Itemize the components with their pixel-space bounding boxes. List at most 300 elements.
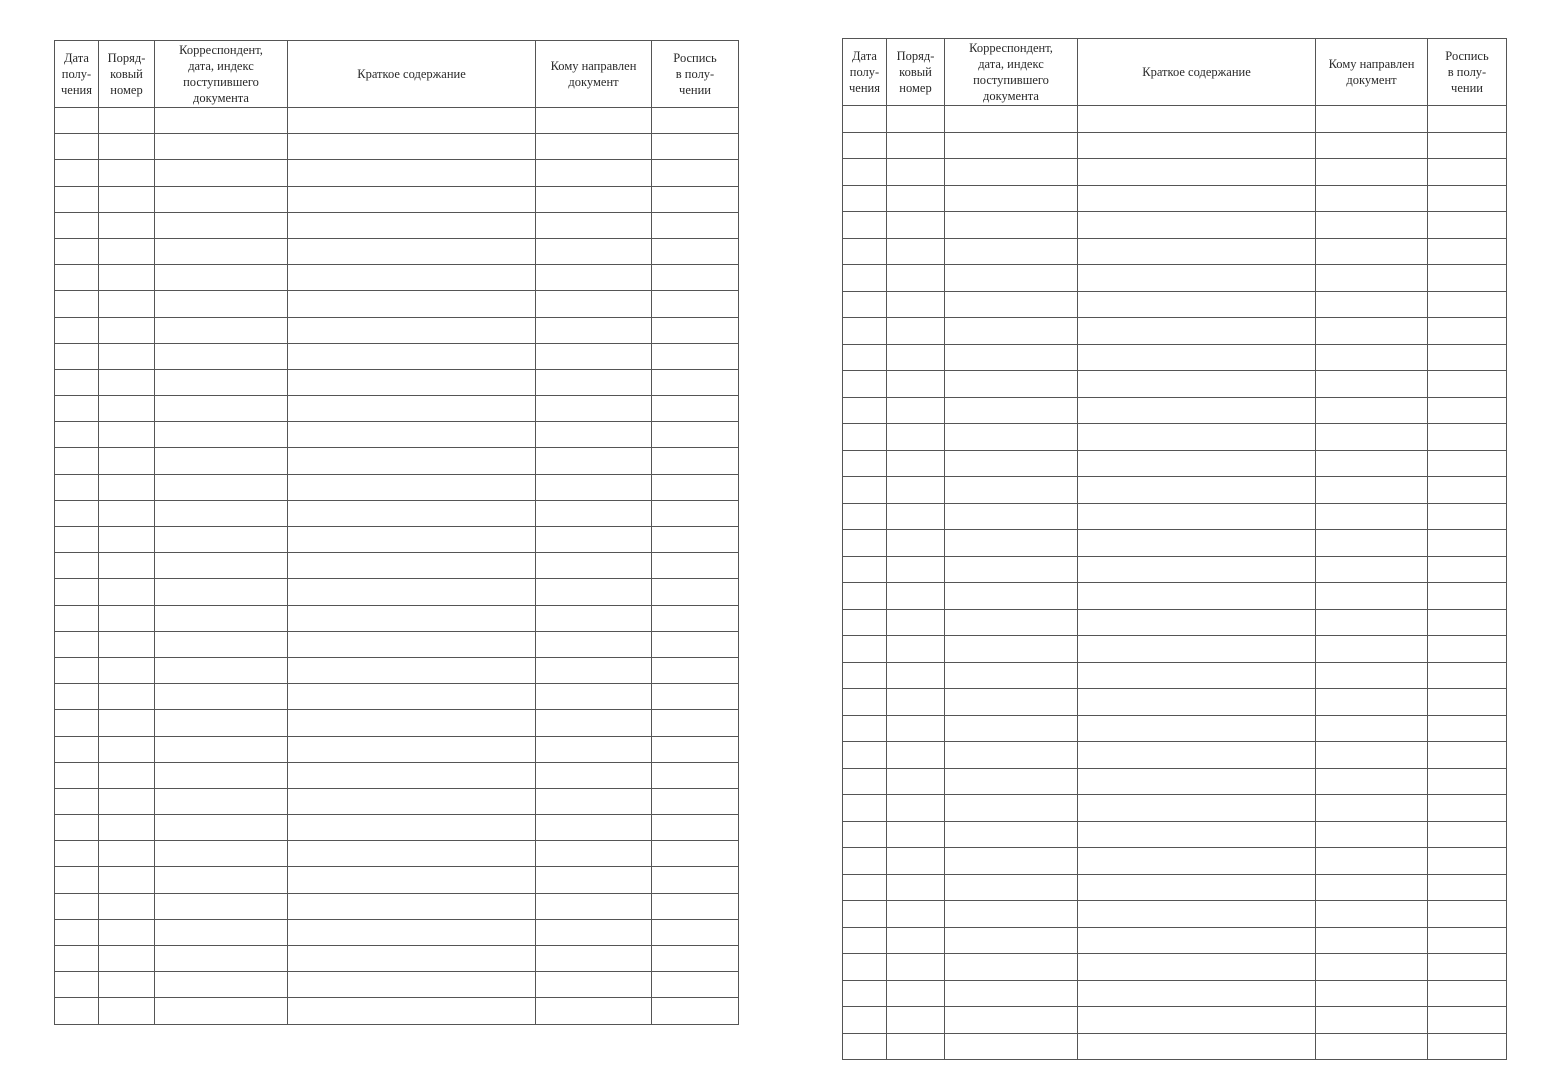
- journal-cell[interactable]: [887, 583, 945, 610]
- journal-cell[interactable]: [99, 553, 155, 579]
- journal-cell[interactable]: [55, 919, 99, 945]
- journal-cell[interactable]: [843, 742, 887, 769]
- journal-cell[interactable]: [288, 841, 536, 867]
- journal-cell[interactable]: [843, 318, 887, 345]
- journal-cell[interactable]: [55, 631, 99, 657]
- journal-cell[interactable]: [652, 736, 739, 762]
- journal-cell[interactable]: [887, 636, 945, 663]
- journal-cell[interactable]: [945, 477, 1078, 504]
- journal-cell[interactable]: [288, 893, 536, 919]
- journal-cell[interactable]: [945, 1033, 1078, 1060]
- journal-cell[interactable]: [1428, 106, 1507, 133]
- journal-cell[interactable]: [1428, 609, 1507, 636]
- journal-cell[interactable]: [99, 212, 155, 238]
- journal-cell[interactable]: [887, 1007, 945, 1034]
- journal-cell[interactable]: [1078, 503, 1316, 530]
- journal-cell[interactable]: [887, 371, 945, 398]
- journal-cell[interactable]: [288, 605, 536, 631]
- journal-cell[interactable]: [288, 317, 536, 343]
- journal-cell[interactable]: [288, 160, 536, 186]
- journal-cell[interactable]: [1078, 106, 1316, 133]
- journal-cell[interactable]: [1316, 159, 1428, 186]
- journal-cell[interactable]: [99, 369, 155, 395]
- journal-cell[interactable]: [288, 684, 536, 710]
- journal-cell[interactable]: [55, 788, 99, 814]
- journal-cell[interactable]: [652, 972, 739, 998]
- journal-cell[interactable]: [155, 369, 288, 395]
- journal-cell[interactable]: [536, 710, 652, 736]
- journal-cell[interactable]: [99, 998, 155, 1024]
- journal-cell[interactable]: [288, 343, 536, 369]
- journal-cell[interactable]: [945, 927, 1078, 954]
- journal-cell[interactable]: [887, 662, 945, 689]
- journal-cell[interactable]: [1428, 477, 1507, 504]
- journal-cell[interactable]: [652, 684, 739, 710]
- journal-cell[interactable]: [99, 893, 155, 919]
- journal-cell[interactable]: [55, 422, 99, 448]
- journal-cell[interactable]: [288, 291, 536, 317]
- journal-cell[interactable]: [1078, 901, 1316, 928]
- journal-cell[interactable]: [1078, 291, 1316, 318]
- journal-cell[interactable]: [55, 291, 99, 317]
- journal-cell[interactable]: [1316, 265, 1428, 292]
- journal-cell[interactable]: [887, 318, 945, 345]
- journal-cell[interactable]: [1078, 530, 1316, 557]
- journal-cell[interactable]: [1428, 954, 1507, 981]
- journal-cell[interactable]: [55, 893, 99, 919]
- journal-cell[interactable]: [652, 108, 739, 134]
- journal-cell[interactable]: [843, 636, 887, 663]
- journal-cell[interactable]: [536, 343, 652, 369]
- journal-cell[interactable]: [652, 762, 739, 788]
- journal-cell[interactable]: [887, 477, 945, 504]
- journal-cell[interactable]: [1316, 901, 1428, 928]
- journal-cell[interactable]: [1316, 583, 1428, 610]
- journal-cell[interactable]: [843, 450, 887, 477]
- journal-cell[interactable]: [843, 185, 887, 212]
- journal-cell[interactable]: [1078, 742, 1316, 769]
- journal-cell[interactable]: [1316, 106, 1428, 133]
- journal-cell[interactable]: [843, 212, 887, 239]
- journal-cell[interactable]: [288, 762, 536, 788]
- journal-cell[interactable]: [1316, 238, 1428, 265]
- journal-cell[interactable]: [887, 556, 945, 583]
- journal-cell[interactable]: [288, 527, 536, 553]
- journal-cell[interactable]: [55, 867, 99, 893]
- journal-cell[interactable]: [155, 527, 288, 553]
- journal-cell[interactable]: [843, 927, 887, 954]
- journal-cell[interactable]: [155, 736, 288, 762]
- journal-cell[interactable]: [887, 795, 945, 822]
- journal-cell[interactable]: [55, 212, 99, 238]
- journal-cell[interactable]: [155, 788, 288, 814]
- journal-cell[interactable]: [945, 424, 1078, 451]
- journal-cell[interactable]: [55, 684, 99, 710]
- journal-cell[interactable]: [155, 657, 288, 683]
- journal-cell[interactable]: [652, 369, 739, 395]
- journal-cell[interactable]: [843, 106, 887, 133]
- journal-cell[interactable]: [155, 291, 288, 317]
- journal-cell[interactable]: [1078, 795, 1316, 822]
- journal-cell[interactable]: [1428, 662, 1507, 689]
- journal-cell[interactable]: [652, 631, 739, 657]
- journal-cell[interactable]: [652, 579, 739, 605]
- journal-cell[interactable]: [155, 108, 288, 134]
- journal-cell[interactable]: [945, 530, 1078, 557]
- journal-cell[interactable]: [1316, 1033, 1428, 1060]
- journal-cell[interactable]: [155, 631, 288, 657]
- journal-cell[interactable]: [288, 474, 536, 500]
- journal-cell[interactable]: [1428, 371, 1507, 398]
- journal-cell[interactable]: [652, 160, 739, 186]
- journal-cell[interactable]: [536, 448, 652, 474]
- journal-cell[interactable]: [155, 265, 288, 291]
- journal-cell[interactable]: [652, 448, 739, 474]
- journal-cell[interactable]: [945, 397, 1078, 424]
- journal-cell[interactable]: [945, 106, 1078, 133]
- journal-cell[interactable]: [887, 503, 945, 530]
- journal-cell[interactable]: [536, 972, 652, 998]
- journal-cell[interactable]: [945, 185, 1078, 212]
- journal-cell[interactable]: [843, 132, 887, 159]
- journal-cell[interactable]: [536, 474, 652, 500]
- journal-cell[interactable]: [887, 768, 945, 795]
- journal-cell[interactable]: [99, 736, 155, 762]
- journal-cell[interactable]: [652, 946, 739, 972]
- journal-cell[interactable]: [843, 768, 887, 795]
- journal-cell[interactable]: [887, 185, 945, 212]
- journal-cell[interactable]: [1078, 715, 1316, 742]
- journal-cell[interactable]: [1078, 556, 1316, 583]
- journal-cell[interactable]: [288, 972, 536, 998]
- journal-cell[interactable]: [843, 874, 887, 901]
- journal-cell[interactable]: [1428, 901, 1507, 928]
- journal-cell[interactable]: [1078, 1033, 1316, 1060]
- journal-cell[interactable]: [1428, 424, 1507, 451]
- journal-cell[interactable]: [1428, 1007, 1507, 1034]
- journal-cell[interactable]: [652, 422, 739, 448]
- journal-cell[interactable]: [887, 821, 945, 848]
- journal-cell[interactable]: [652, 527, 739, 553]
- journal-cell[interactable]: [288, 396, 536, 422]
- journal-cell[interactable]: [1316, 636, 1428, 663]
- journal-cell[interactable]: [99, 579, 155, 605]
- journal-cell[interactable]: [288, 736, 536, 762]
- journal-cell[interactable]: [99, 343, 155, 369]
- journal-cell[interactable]: [99, 317, 155, 343]
- journal-cell[interactable]: [99, 946, 155, 972]
- journal-cell[interactable]: [99, 605, 155, 631]
- journal-cell[interactable]: [887, 689, 945, 716]
- journal-cell[interactable]: [652, 553, 739, 579]
- journal-cell[interactable]: [652, 919, 739, 945]
- journal-cell[interactable]: [1078, 185, 1316, 212]
- journal-cell[interactable]: [55, 317, 99, 343]
- journal-cell[interactable]: [945, 583, 1078, 610]
- journal-cell[interactable]: [155, 893, 288, 919]
- journal-cell[interactable]: [843, 1007, 887, 1034]
- journal-cell[interactable]: [945, 291, 1078, 318]
- journal-cell[interactable]: [945, 503, 1078, 530]
- journal-cell[interactable]: [1316, 954, 1428, 981]
- journal-cell[interactable]: [945, 344, 1078, 371]
- journal-cell[interactable]: [536, 736, 652, 762]
- journal-cell[interactable]: [945, 715, 1078, 742]
- journal-cell[interactable]: [945, 795, 1078, 822]
- journal-cell[interactable]: [155, 815, 288, 841]
- journal-cell[interactable]: [155, 972, 288, 998]
- journal-cell[interactable]: [1316, 821, 1428, 848]
- journal-cell[interactable]: [887, 132, 945, 159]
- journal-cell[interactable]: [1428, 768, 1507, 795]
- journal-cell[interactable]: [843, 901, 887, 928]
- journal-cell[interactable]: [155, 946, 288, 972]
- journal-cell[interactable]: [843, 821, 887, 848]
- journal-cell[interactable]: [155, 684, 288, 710]
- journal-cell[interactable]: [887, 874, 945, 901]
- journal-cell[interactable]: [843, 689, 887, 716]
- journal-cell[interactable]: [1428, 185, 1507, 212]
- journal-cell[interactable]: [55, 736, 99, 762]
- journal-cell[interactable]: [652, 815, 739, 841]
- journal-cell[interactable]: [1428, 291, 1507, 318]
- journal-cell[interactable]: [887, 265, 945, 292]
- journal-cell[interactable]: [55, 343, 99, 369]
- journal-cell[interactable]: [99, 186, 155, 212]
- journal-cell[interactable]: [1428, 848, 1507, 875]
- journal-cell[interactable]: [288, 553, 536, 579]
- journal-cell[interactable]: [536, 631, 652, 657]
- journal-cell[interactable]: [1078, 874, 1316, 901]
- journal-cell[interactable]: [843, 503, 887, 530]
- journal-cell[interactable]: [843, 1033, 887, 1060]
- journal-cell[interactable]: [1316, 477, 1428, 504]
- journal-cell[interactable]: [843, 238, 887, 265]
- journal-cell[interactable]: [55, 134, 99, 160]
- journal-cell[interactable]: [536, 186, 652, 212]
- journal-cell[interactable]: [843, 477, 887, 504]
- journal-cell[interactable]: [155, 867, 288, 893]
- journal-cell[interactable]: [99, 500, 155, 526]
- journal-cell[interactable]: [1078, 318, 1316, 345]
- journal-cell[interactable]: [1428, 397, 1507, 424]
- journal-cell[interactable]: [1078, 265, 1316, 292]
- journal-cell[interactable]: [1078, 821, 1316, 848]
- journal-cell[interactable]: [99, 396, 155, 422]
- journal-cell[interactable]: [843, 715, 887, 742]
- journal-cell[interactable]: [652, 396, 739, 422]
- journal-cell[interactable]: [55, 108, 99, 134]
- journal-cell[interactable]: [55, 605, 99, 631]
- journal-cell[interactable]: [288, 108, 536, 134]
- journal-cell[interactable]: [55, 160, 99, 186]
- journal-cell[interactable]: [1316, 212, 1428, 239]
- journal-cell[interactable]: [1316, 291, 1428, 318]
- journal-cell[interactable]: [843, 424, 887, 451]
- journal-cell[interactable]: [1316, 609, 1428, 636]
- journal-cell[interactable]: [99, 657, 155, 683]
- journal-cell[interactable]: [1316, 768, 1428, 795]
- journal-cell[interactable]: [155, 500, 288, 526]
- journal-cell[interactable]: [1428, 238, 1507, 265]
- journal-cell[interactable]: [843, 583, 887, 610]
- journal-cell[interactable]: [55, 710, 99, 736]
- journal-cell[interactable]: [1428, 212, 1507, 239]
- journal-cell[interactable]: [55, 972, 99, 998]
- journal-cell[interactable]: [155, 134, 288, 160]
- journal-cell[interactable]: [1078, 424, 1316, 451]
- journal-cell[interactable]: [887, 530, 945, 557]
- journal-cell[interactable]: [55, 579, 99, 605]
- journal-cell[interactable]: [536, 605, 652, 631]
- journal-cell[interactable]: [1316, 318, 1428, 345]
- journal-cell[interactable]: [155, 396, 288, 422]
- journal-cell[interactable]: [55, 500, 99, 526]
- journal-cell[interactable]: [536, 500, 652, 526]
- journal-cell[interactable]: [1078, 132, 1316, 159]
- journal-cell[interactable]: [945, 874, 1078, 901]
- journal-cell[interactable]: [843, 795, 887, 822]
- journal-cell[interactable]: [1316, 530, 1428, 557]
- journal-cell[interactable]: [99, 474, 155, 500]
- journal-cell[interactable]: [99, 631, 155, 657]
- journal-cell[interactable]: [536, 396, 652, 422]
- journal-cell[interactable]: [652, 841, 739, 867]
- journal-cell[interactable]: [887, 980, 945, 1007]
- journal-cell[interactable]: [1316, 556, 1428, 583]
- journal-cell[interactable]: [1316, 132, 1428, 159]
- journal-cell[interactable]: [945, 1007, 1078, 1034]
- journal-cell[interactable]: [155, 343, 288, 369]
- journal-cell[interactable]: [55, 396, 99, 422]
- journal-cell[interactable]: [945, 901, 1078, 928]
- journal-cell[interactable]: [99, 972, 155, 998]
- journal-cell[interactable]: [536, 893, 652, 919]
- journal-cell[interactable]: [155, 448, 288, 474]
- journal-cell[interactable]: [652, 212, 739, 238]
- journal-cell[interactable]: [99, 788, 155, 814]
- journal-cell[interactable]: [1078, 477, 1316, 504]
- journal-cell[interactable]: [652, 657, 739, 683]
- journal-cell[interactable]: [155, 238, 288, 264]
- journal-cell[interactable]: [1428, 556, 1507, 583]
- journal-cell[interactable]: [1316, 371, 1428, 398]
- journal-cell[interactable]: [536, 919, 652, 945]
- journal-cell[interactable]: [652, 343, 739, 369]
- journal-cell[interactable]: [536, 579, 652, 605]
- journal-cell[interactable]: [55, 657, 99, 683]
- journal-cell[interactable]: [99, 291, 155, 317]
- journal-cell[interactable]: [536, 684, 652, 710]
- journal-cell[interactable]: [1316, 795, 1428, 822]
- journal-cell[interactable]: [55, 369, 99, 395]
- journal-cell[interactable]: [843, 954, 887, 981]
- journal-cell[interactable]: [536, 762, 652, 788]
- journal-cell[interactable]: [945, 609, 1078, 636]
- journal-cell[interactable]: [55, 527, 99, 553]
- journal-cell[interactable]: [288, 919, 536, 945]
- journal-cell[interactable]: [887, 291, 945, 318]
- journal-cell[interactable]: [536, 867, 652, 893]
- journal-cell[interactable]: [652, 134, 739, 160]
- journal-cell[interactable]: [99, 422, 155, 448]
- journal-cell[interactable]: [1316, 980, 1428, 1007]
- journal-cell[interactable]: [1078, 636, 1316, 663]
- journal-cell[interactable]: [945, 159, 1078, 186]
- journal-cell[interactable]: [1428, 318, 1507, 345]
- journal-cell[interactable]: [843, 344, 887, 371]
- journal-cell[interactable]: [1078, 662, 1316, 689]
- journal-cell[interactable]: [652, 238, 739, 264]
- journal-cell[interactable]: [536, 946, 652, 972]
- journal-cell[interactable]: [1316, 397, 1428, 424]
- journal-cell[interactable]: [652, 265, 739, 291]
- journal-cell[interactable]: [945, 742, 1078, 769]
- journal-cell[interactable]: [887, 954, 945, 981]
- journal-cell[interactable]: [945, 821, 1078, 848]
- journal-cell[interactable]: [155, 186, 288, 212]
- journal-cell[interactable]: [155, 710, 288, 736]
- journal-cell[interactable]: [843, 530, 887, 557]
- journal-cell[interactable]: [1428, 795, 1507, 822]
- journal-cell[interactable]: [1316, 450, 1428, 477]
- journal-cell[interactable]: [288, 265, 536, 291]
- journal-cell[interactable]: [536, 422, 652, 448]
- journal-cell[interactable]: [1428, 265, 1507, 292]
- journal-cell[interactable]: [1316, 689, 1428, 716]
- journal-cell[interactable]: [99, 134, 155, 160]
- journal-cell[interactable]: [536, 160, 652, 186]
- journal-cell[interactable]: [1428, 927, 1507, 954]
- journal-cell[interactable]: [843, 371, 887, 398]
- journal-cell[interactable]: [536, 841, 652, 867]
- journal-cell[interactable]: [887, 397, 945, 424]
- journal-cell[interactable]: [1316, 662, 1428, 689]
- journal-cell[interactable]: [1428, 450, 1507, 477]
- journal-cell[interactable]: [155, 553, 288, 579]
- journal-cell[interactable]: [288, 422, 536, 448]
- journal-cell[interactable]: [55, 998, 99, 1024]
- journal-cell[interactable]: [652, 710, 739, 736]
- journal-cell[interactable]: [155, 579, 288, 605]
- journal-cell[interactable]: [99, 684, 155, 710]
- journal-cell[interactable]: [99, 265, 155, 291]
- journal-cell[interactable]: [55, 815, 99, 841]
- journal-cell[interactable]: [1428, 636, 1507, 663]
- journal-cell[interactable]: [652, 788, 739, 814]
- journal-cell[interactable]: [155, 474, 288, 500]
- journal-cell[interactable]: [288, 815, 536, 841]
- journal-cell[interactable]: [99, 448, 155, 474]
- journal-cell[interactable]: [536, 369, 652, 395]
- journal-cell[interactable]: [887, 424, 945, 451]
- journal-cell[interactable]: [945, 238, 1078, 265]
- journal-cell[interactable]: [99, 841, 155, 867]
- journal-cell[interactable]: [155, 919, 288, 945]
- journal-cell[interactable]: [288, 134, 536, 160]
- journal-cell[interactable]: [1078, 848, 1316, 875]
- journal-cell[interactable]: [1316, 424, 1428, 451]
- journal-cell[interactable]: [288, 998, 536, 1024]
- journal-cell[interactable]: [288, 448, 536, 474]
- journal-cell[interactable]: [55, 448, 99, 474]
- journal-cell[interactable]: [536, 657, 652, 683]
- journal-cell[interactable]: [945, 848, 1078, 875]
- journal-cell[interactable]: [288, 369, 536, 395]
- journal-cell[interactable]: [887, 238, 945, 265]
- journal-cell[interactable]: [55, 474, 99, 500]
- journal-cell[interactable]: [1078, 954, 1316, 981]
